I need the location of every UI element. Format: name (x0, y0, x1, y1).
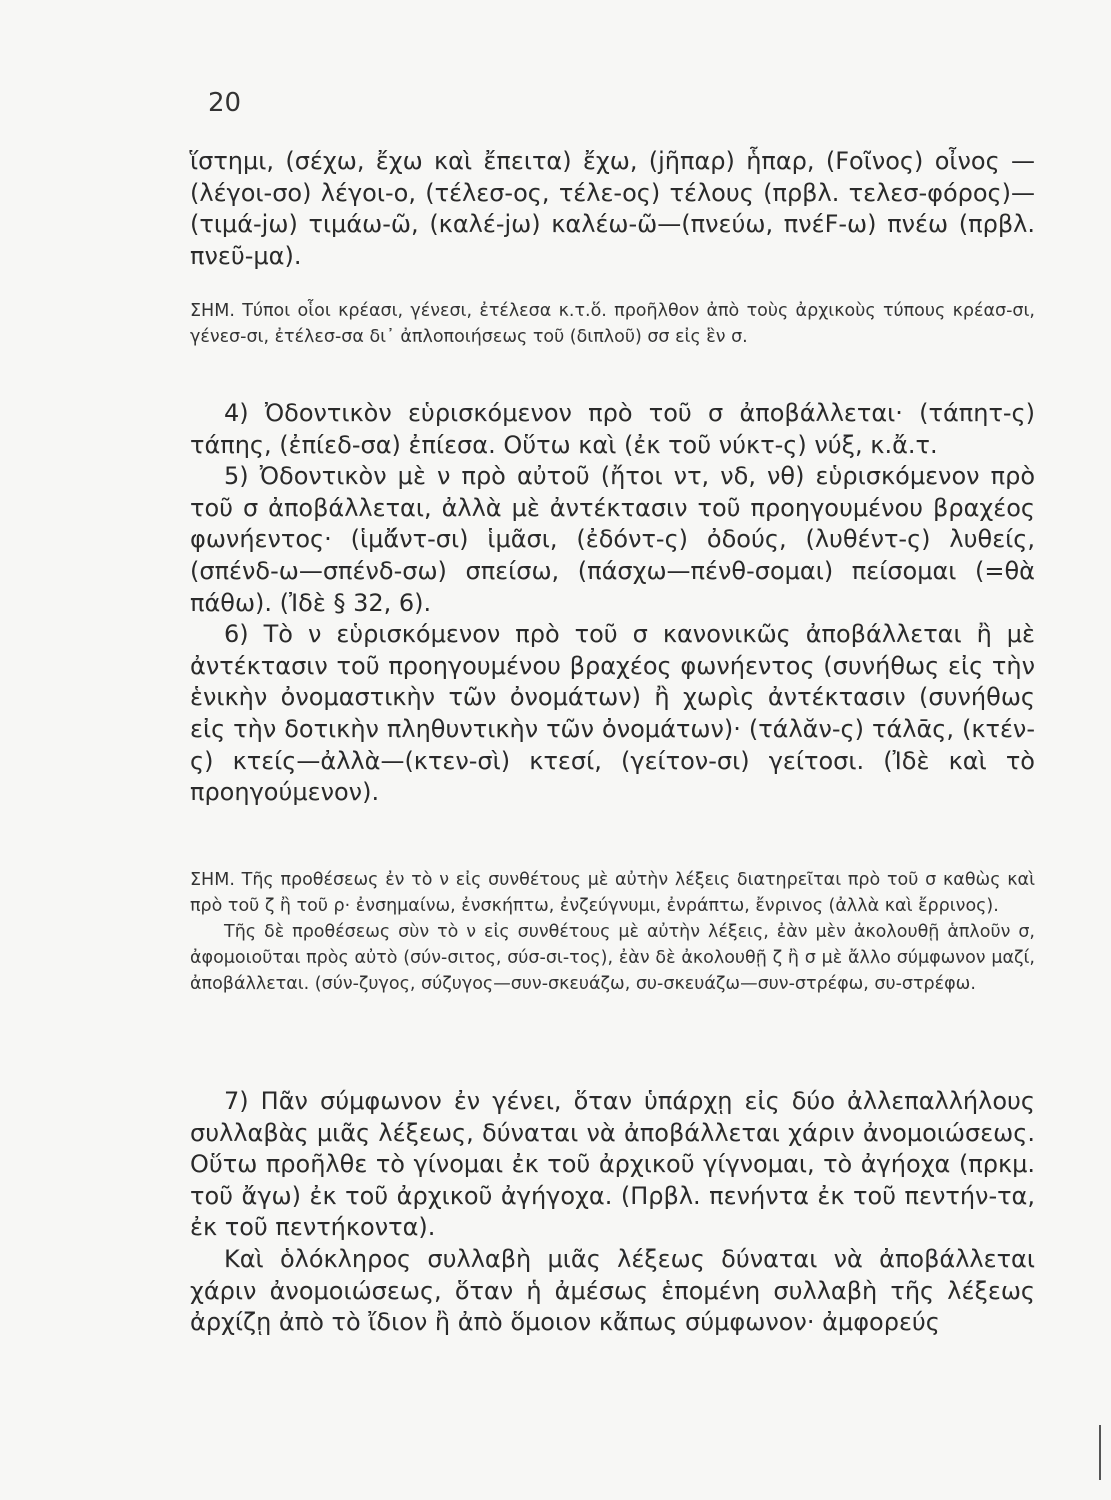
closing-paragraphs (190, 1086, 1035, 1339)
page-number: 20 (208, 88, 242, 118)
note-2-text-a: ΣΗΜ. Τῆς προθέσεως ἐν τὸ ν εἰς συνθέτους μὲ αὐτὴν λέξεις διατηρεῖται πρὸ τοῦ σ καθὼς καὶ πρὸ τοῦ ζ ἢ τοῦ ρ· ἐνσημαίνω, ἐνσκήπτω, ἐνζεύγνυμι, ἐνράπτω, ἔνριvος (ἀλλὰ καὶ ἔρρινος). (190, 870, 1035, 916)
numbered-paragraphs (190, 398, 1035, 809)
intro-text: ἵστημι, (σέχω, ἔχω καὶ ἔπειτα) ἔχω, (jῆπαρ) ἧπαρ, (Fοῖνος) οἶνος —(λέγοι-σο) λέγοι-ο, (τέλεσ-ος, τέλε-ος) τέλους (πρβλ. τελεσ-φόρος)—(τιμά-jω) τιμάω-ῶ, (καλέ-jω) καλέω-ῶ—(πνεύω, πνέF-ω) πνέω (πρβλ. πνεῦ-μα). (190, 147, 1035, 270)
margin-rule (1099, 1425, 1101, 1480)
paragraph-4: 4) Ὀδοντικὸν εὑρισκόμενον πρὸ τοῦ σ ἀποβάλλεται· (τάπητ-ς) τάπης, (ἐπίεδ-σα) ἐπίεσα. Οὕτω καὶ (ἐκ τοῦ νύκτ-ς) νύξ, κ.ἄ.τ. (190, 399, 1035, 459)
paragraph-8: Καὶ ὁλόκληρος συλλαβὴ μιᾶς λέξεως δύναται νὰ ἀποβάλλεται χάριν ἀνομοιώσεως, ὅταν ἡ ἀμέσως ἑπομένη συλλαβὴ τῆς λέξεως ἀρχίζῃ ἀπὸ τὸ ἴδιον ἢ ἀπὸ ὅμοιον κἄπως σύμφωνον· ἀμφορεύς (190, 1244, 1035, 1337)
note-1-text: ΣΗΜ. Τύποι οἷοι κρέασι, γένεσι, ἐτέλεσα κ.τ.ὅ. προῆλθον ἀπὸ τοὺς ἀρχικοὺς τύπους κρέασ-σι, γένεσ-σι, ἐτέλεσ-σα δι᾽ ἀπλοποιήσεως τοῦ (διπλοῦ) σσ εἰς ἓν σ. (190, 301, 1035, 347)
paragraph-5: 5) Ὀδοντικὸν μὲ ν πρὸ αὐτοῦ (ἤτοι ντ, νδ, νθ) εὑρισκόμενον πρὸ τοῦ σ ἀποβάλλεται, ἀλλὰ μὲ ἀντέκτασιν τοῦ προηγουμένου βραχέος φωνήεντος· (ἱμἄ́ντ-σι) ἱμᾶσι, (ἐδόντ-ς) ὀδούς, (λυθέντ-ς) λυθείς, (σπένδ-ω—σπένδ-σω) σπείσω, (πάσχω—πένθ-σομαι) πείσομαι (=θὰ πάθω). (Ἰδὲ § 32, 6). (190, 462, 1035, 617)
note-2-text-b: Τῆς δὲ προθέσεως σὺν τὸ ν εἰς συνθέτους μὲ αὐτὴν λέξεις, ἐὰν μὲν ἀκολουθῇ ἁπλοῦν σ, ἀφομοιοῦται πρὸς αὐτὸ (σύν-σιτος, σύσ-σι-τος), ἐὰν δὲ ἀκολουθῇ ζ ἢ σ μὲ ἄλλο σύμφωνον μαζί, ἀποβάλλεται. (σύν-ζυγος, σύζυγος—συν-σκευάζω, συ-σκευάζω—συν-στρέφω, συ-στρέφω. (190, 922, 1035, 994)
note-block-1 (190, 298, 1035, 350)
intro-paragraph (190, 146, 1035, 272)
note-block-2 (190, 867, 1035, 997)
paragraph-6: 6) Τὸ ν εὑρισκόμενον πρὸ τοῦ σ κανονικῶς ἀποβάλλεται ἢ μὲ ἀντέκτασιν τοῦ προηγουμένου βραχέος φωνήεντος (συνήθως εἰς τὴν ἑνικὴν ὀνομαστικὴν τῶν ὀνομάτων) ἢ χωρὶς ἀντέκτασιν (συνήθως εἰς τὴν δοτικὴν πληθυντικὴν τῶν ὀνομάτων)· (τάλᾰν-ς) τάλᾱς, (κτέν-ς) κτείς—ἀλλὰ—(κτεν-σὶ) κτεσί, (γείτον-σι) γείτοσι. (Ἰδὲ καὶ τὸ προηγούμενον). (190, 620, 1035, 807)
paragraph-7: 7) Πᾶν σύμφωνον ἐν γένει, ὅταν ὑπάρχῃ εἰς δύο ἀλλεπαλλήλους συλλαβὰς μιᾶς λέξεως, δύναται νὰ ἀποβάλλεται χάριν ἀνομοιώσεως. Οὕτω προῆλθε τὸ γίνομαι ἐκ τοῦ ἀρχικοῦ γίγνομαι, τὸ ἀγήοχα (πρκμ. τοῦ ἄγω) ἐκ τοῦ ἀρχικοῦ ἀγήγοχα. (Πρβλ. πενήντα ἐκ τοῦ πεντήν-τα, ἐκ τοῦ πεντήκοντα). (190, 1087, 1035, 1242)
